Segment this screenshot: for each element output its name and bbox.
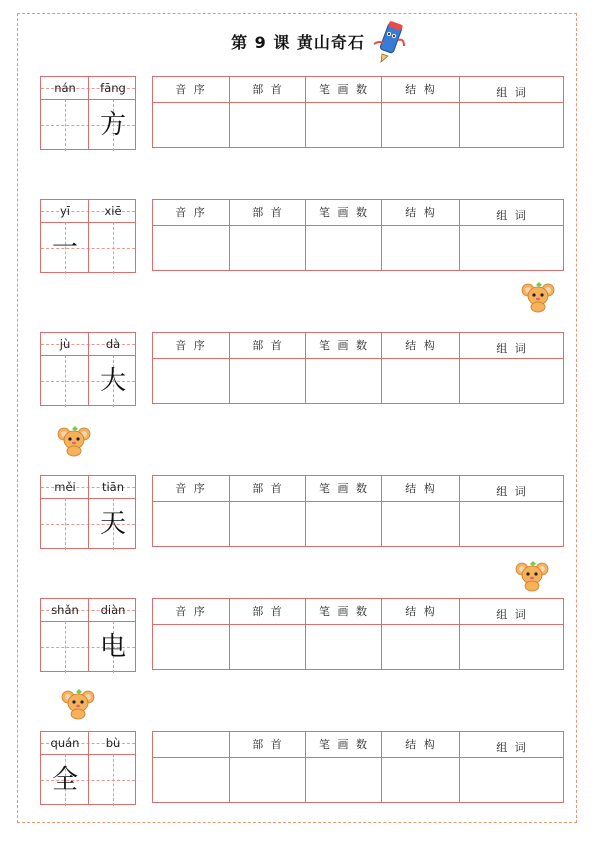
table-column [305,476,382,546]
table-column [229,77,306,147]
column-header: 结 构 [382,599,460,625]
hanzi-char [89,754,137,806]
column-header: 部 首 [230,476,306,502]
table-column [229,599,306,669]
table-column [381,732,460,802]
mouse-mascot-icon [521,281,555,313]
pinyin-text: xiē [104,204,122,218]
table-column [229,732,306,802]
tianzige-box [40,731,136,805]
hanzi-char: 电 [99,632,126,662]
column-header: 笔 画 数 [306,599,382,625]
answer-cell[interactable] [382,625,460,669]
answer-cell[interactable] [382,502,460,546]
pinyin-text: dà [105,337,121,351]
table-column [459,476,564,546]
column-header: 笔 画 数 [306,333,382,359]
hanzi-char: 大 [99,366,126,396]
answer-cell[interactable] [230,359,306,403]
table-column [229,476,306,546]
char-row [0,731,596,805]
table-column [229,200,306,270]
answer-cell[interactable] [153,758,229,802]
tianzige-box [40,475,136,549]
answer-cell[interactable] [153,103,229,147]
answer-cell[interactable] [460,359,564,403]
answer-cell[interactable] [306,502,382,546]
char-row [0,199,596,273]
table-column [381,599,460,669]
column-header: 组 词 [460,333,564,359]
table-column [153,333,229,403]
hanzi-char [89,222,137,274]
answer-cell[interactable] [230,103,306,147]
table-column [153,732,229,802]
tianzige-box [40,598,136,672]
column-header [153,732,229,758]
table-column [305,732,382,802]
column-header: 音 序 [153,77,229,103]
pinyin-text: měi [54,480,76,494]
column-header: 部 首 [230,732,306,758]
column-header: 结 构 [382,77,460,103]
table-column [381,476,460,546]
table-column [459,200,564,270]
table-column [381,200,460,270]
table-column [459,77,564,147]
answer-cell[interactable] [153,226,229,270]
answer-cell[interactable] [306,226,382,270]
analysis-table [152,598,564,670]
answer-cell[interactable] [153,502,229,546]
answer-cell[interactable] [153,625,229,669]
analysis-table [152,76,564,148]
hanzi-char: 方 [99,110,126,140]
column-header: 笔 画 数 [306,200,382,226]
column-header: 音 序 [153,200,229,226]
tianzige-box [40,199,136,273]
answer-cell[interactable] [460,502,564,546]
mouse-mascot-icon [515,560,549,592]
column-header: 部 首 [230,200,306,226]
column-header: 组 词 [460,732,564,758]
table-column [305,77,382,147]
answer-cell[interactable] [382,758,460,802]
column-header: 结 构 [382,333,460,359]
column-header: 笔 画 数 [306,732,382,758]
pinyin-text: shǎn [51,603,79,617]
pinyin-text: jù [59,337,71,351]
title-area [0,30,596,53]
answer-cell[interactable] [460,103,564,147]
answer-cell[interactable] [306,625,382,669]
pinyin-text: fāng [100,81,126,95]
answer-cell[interactable] [230,625,306,669]
column-header: 结 构 [382,732,460,758]
analysis-table [152,332,564,404]
page-title: 第 9 课 黄山奇石 [231,33,365,52]
column-header: 结 构 [382,476,460,502]
char-row [0,76,596,150]
pinyin-text: bù [105,736,121,750]
answer-cell[interactable] [306,758,382,802]
mouse-mascot-icon [61,688,95,720]
answer-cell[interactable] [460,625,564,669]
column-header: 组 词 [460,200,564,226]
answer-cell[interactable] [230,226,306,270]
table-column [305,599,382,669]
mouse-mascot-icon [57,425,91,457]
hanzi-char [41,99,89,151]
table-column [229,333,306,403]
char-row [0,475,596,549]
column-header: 组 词 [460,599,564,625]
column-header: 组 词 [460,476,564,502]
table-column [305,200,382,270]
answer-cell[interactable] [230,502,306,546]
pinyin-text: yī [59,204,70,218]
table-column [459,333,564,403]
char-row [0,598,596,672]
answer-cell[interactable] [230,758,306,802]
column-header: 结 构 [382,200,460,226]
tianzige-box [40,76,136,150]
analysis-table [152,199,564,271]
column-header: 部 首 [230,77,306,103]
column-header: 部 首 [230,599,306,625]
answer-cell[interactable] [382,226,460,270]
analysis-table [152,475,564,547]
answer-cell[interactable] [306,103,382,147]
column-header: 部 首 [230,333,306,359]
pencil-mascot-icon [368,18,408,64]
column-header: 组 词 [460,77,564,103]
table-column [459,732,564,802]
column-header: 笔 画 数 [306,77,382,103]
column-header: 音 序 [153,476,229,502]
table-column [381,77,460,147]
table-column [153,476,229,546]
answer-cell[interactable] [382,103,460,147]
answer-cell[interactable] [306,359,382,403]
hanzi-char: 全 [51,765,78,795]
hanzi-char: 一 [51,233,78,263]
answer-cell[interactable] [460,758,564,802]
hanzi-char [41,355,89,407]
column-header: 音 序 [153,333,229,359]
pinyin-text: diàn [100,603,126,617]
table-column [459,599,564,669]
hanzi-char [41,498,89,550]
pinyin-text: tiān [101,480,125,494]
char-row [0,332,596,406]
column-header: 笔 画 数 [306,476,382,502]
hanzi-char [41,621,89,673]
table-column [153,200,229,270]
table-column [305,333,382,403]
answer-cell[interactable] [382,359,460,403]
table-column [381,333,460,403]
answer-cell[interactable] [153,359,229,403]
column-header: 音 序 [153,599,229,625]
table-column [153,77,229,147]
hanzi-char: 天 [99,509,126,539]
analysis-table [152,731,564,803]
tianzige-box [40,332,136,406]
pinyin-text: nán [54,81,76,95]
answer-cell[interactable] [460,226,564,270]
table-column [153,599,229,669]
pinyin-text: quán [50,736,80,750]
